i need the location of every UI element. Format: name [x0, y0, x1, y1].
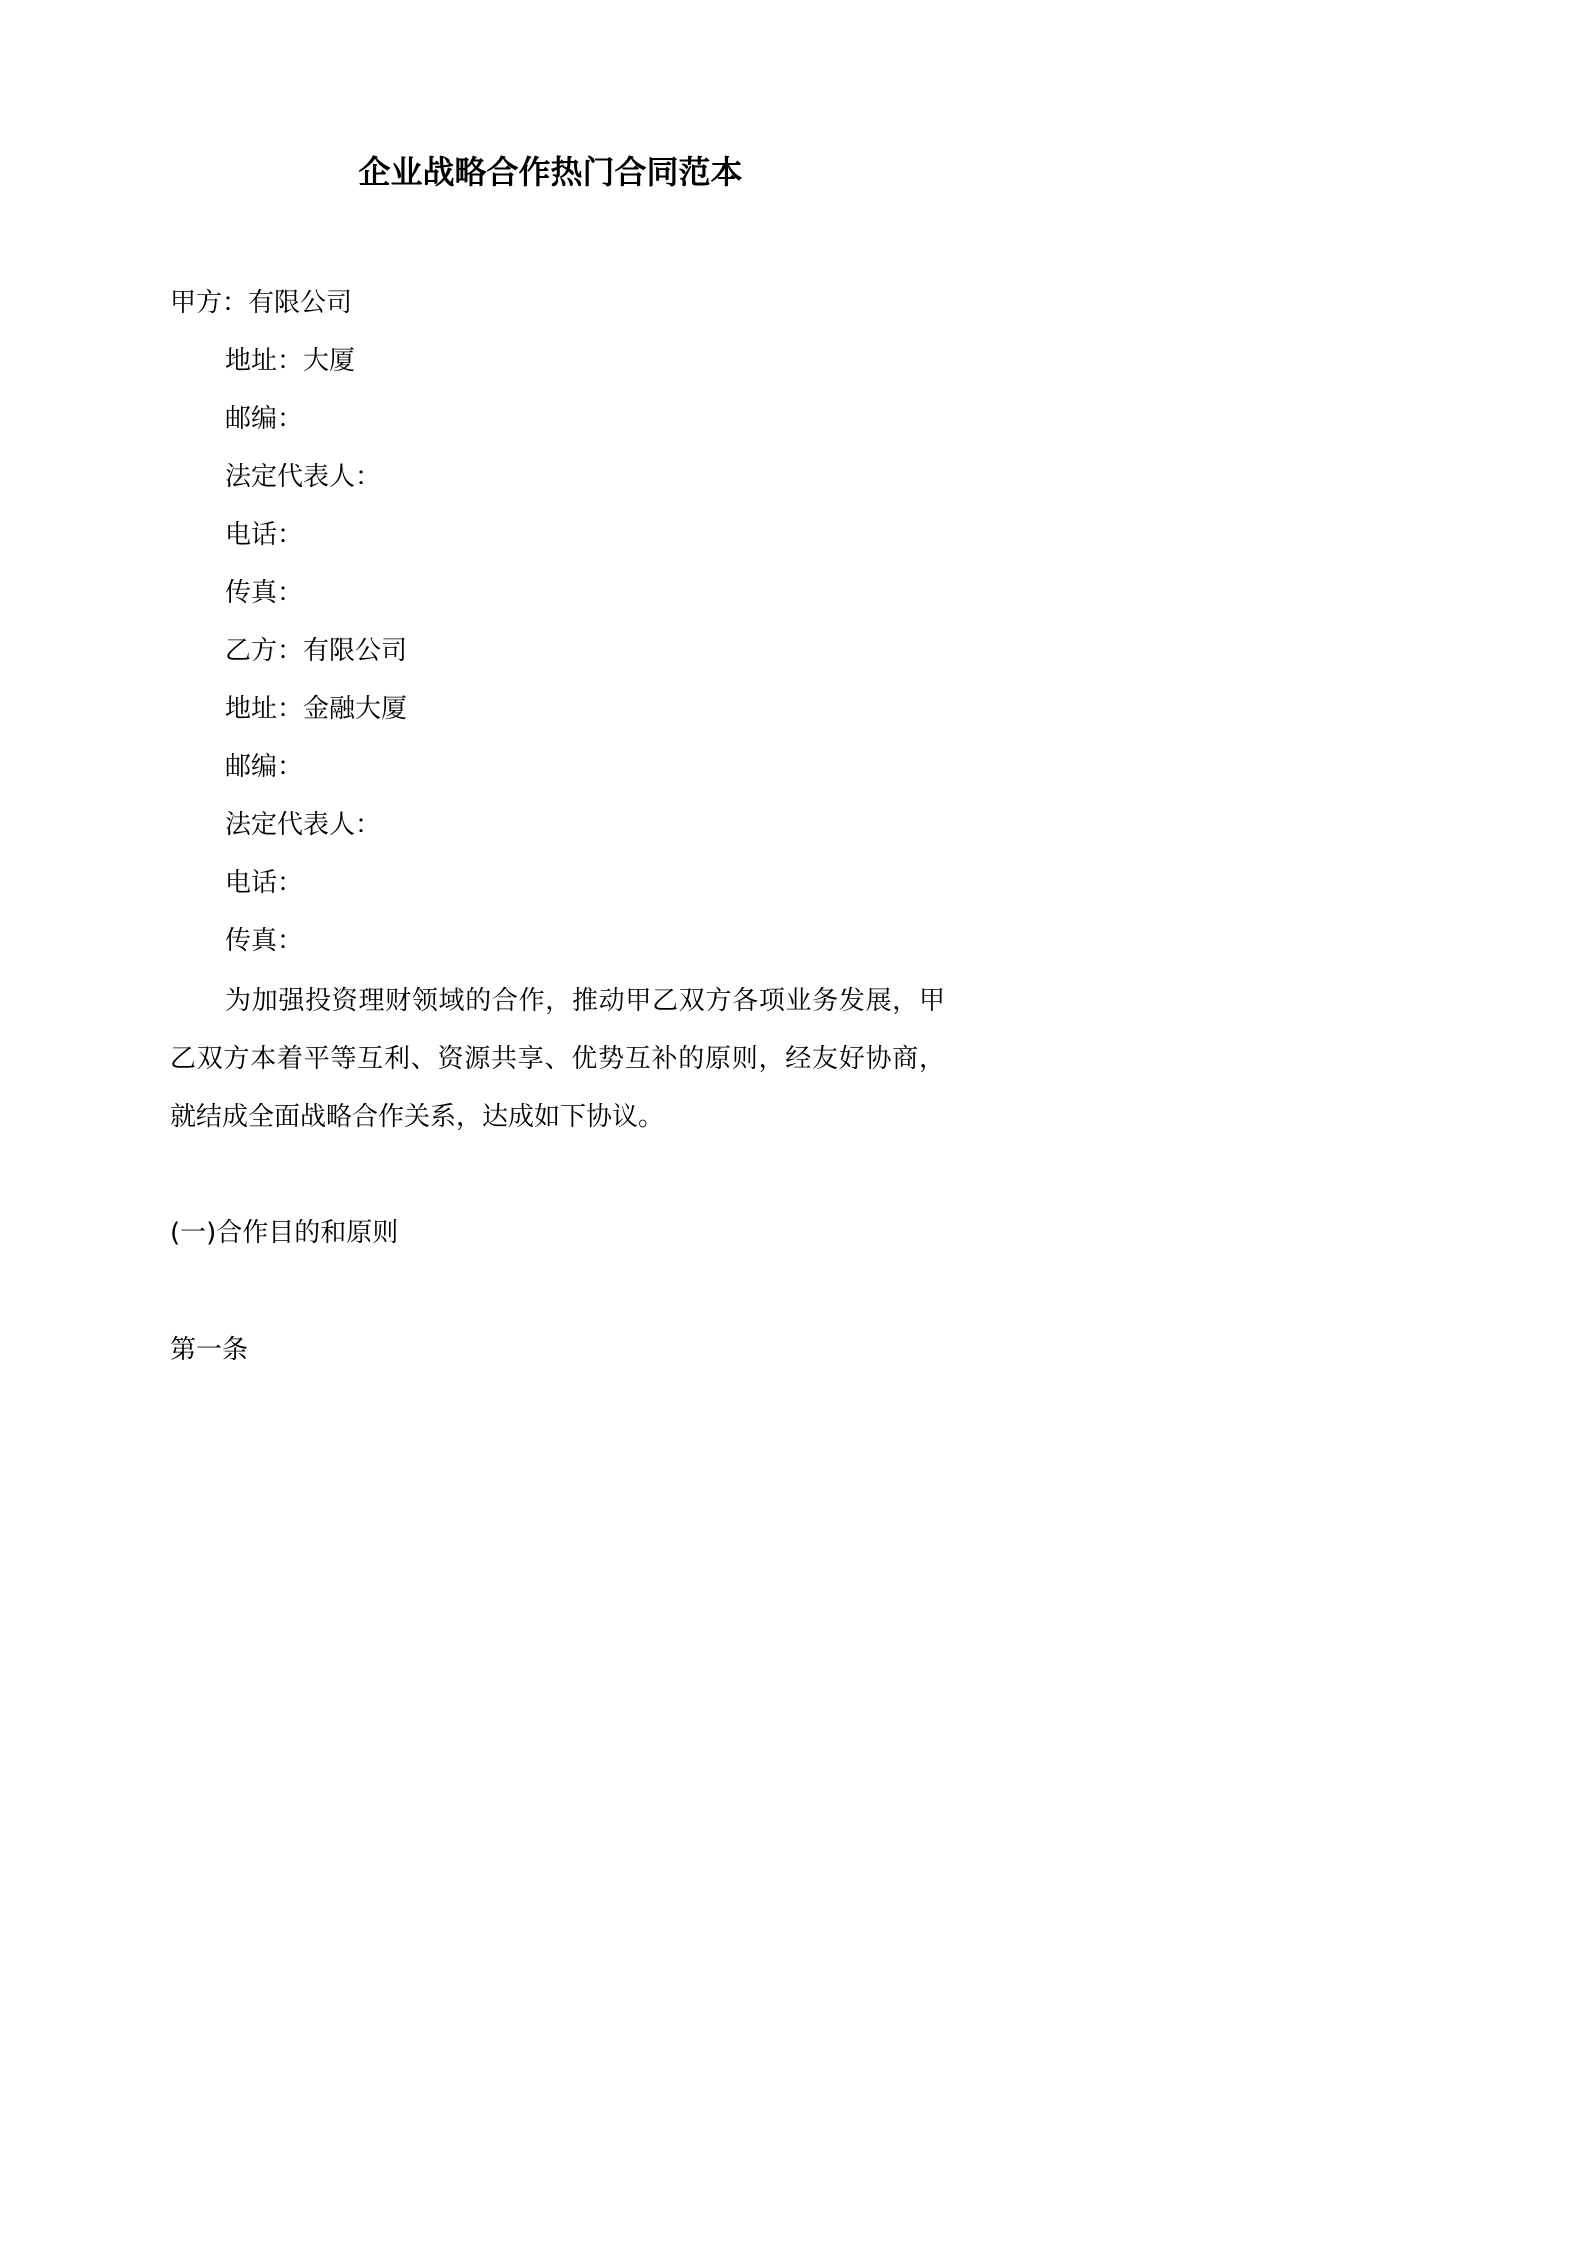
party-a-address: 地址：大厦 [225, 346, 356, 376]
party-a-phone: 电话： [225, 520, 304, 550]
party-b-legal-rep: 法定代表人： [225, 810, 382, 840]
party-b-postcode: 邮编： [225, 752, 304, 782]
document-page [0, 0, 1101, 1557]
party-a-fax: 传真： [225, 578, 304, 608]
party-a-postcode: 邮编： [225, 404, 304, 434]
article-heading: 第一条 [170, 1335, 249, 1365]
party-b-phone: 电话： [225, 868, 304, 898]
party-b-fax: 传真： [225, 926, 304, 956]
party-a-name: 甲方：有限公司 [170, 288, 353, 318]
section-heading: (一)合作目的和原则 [170, 1218, 399, 1248]
party-a-legal-rep: 法定代表人： [225, 462, 382, 492]
party-b-name: 乙方：有限公司 [225, 636, 408, 666]
document-title: 企业战略合作热门合同范本 [358, 153, 743, 191]
party-b-address: 地址：金融大厦 [225, 694, 408, 724]
preamble-paragraph: 为加强投资理财领域的合作，推动甲乙双方各项业务发展，甲乙双方本着平等互利、资源共享、优势互补的原则，经友好协商，就结成全面战略合作关系，达成如下协议。 [170, 986, 945, 1132]
